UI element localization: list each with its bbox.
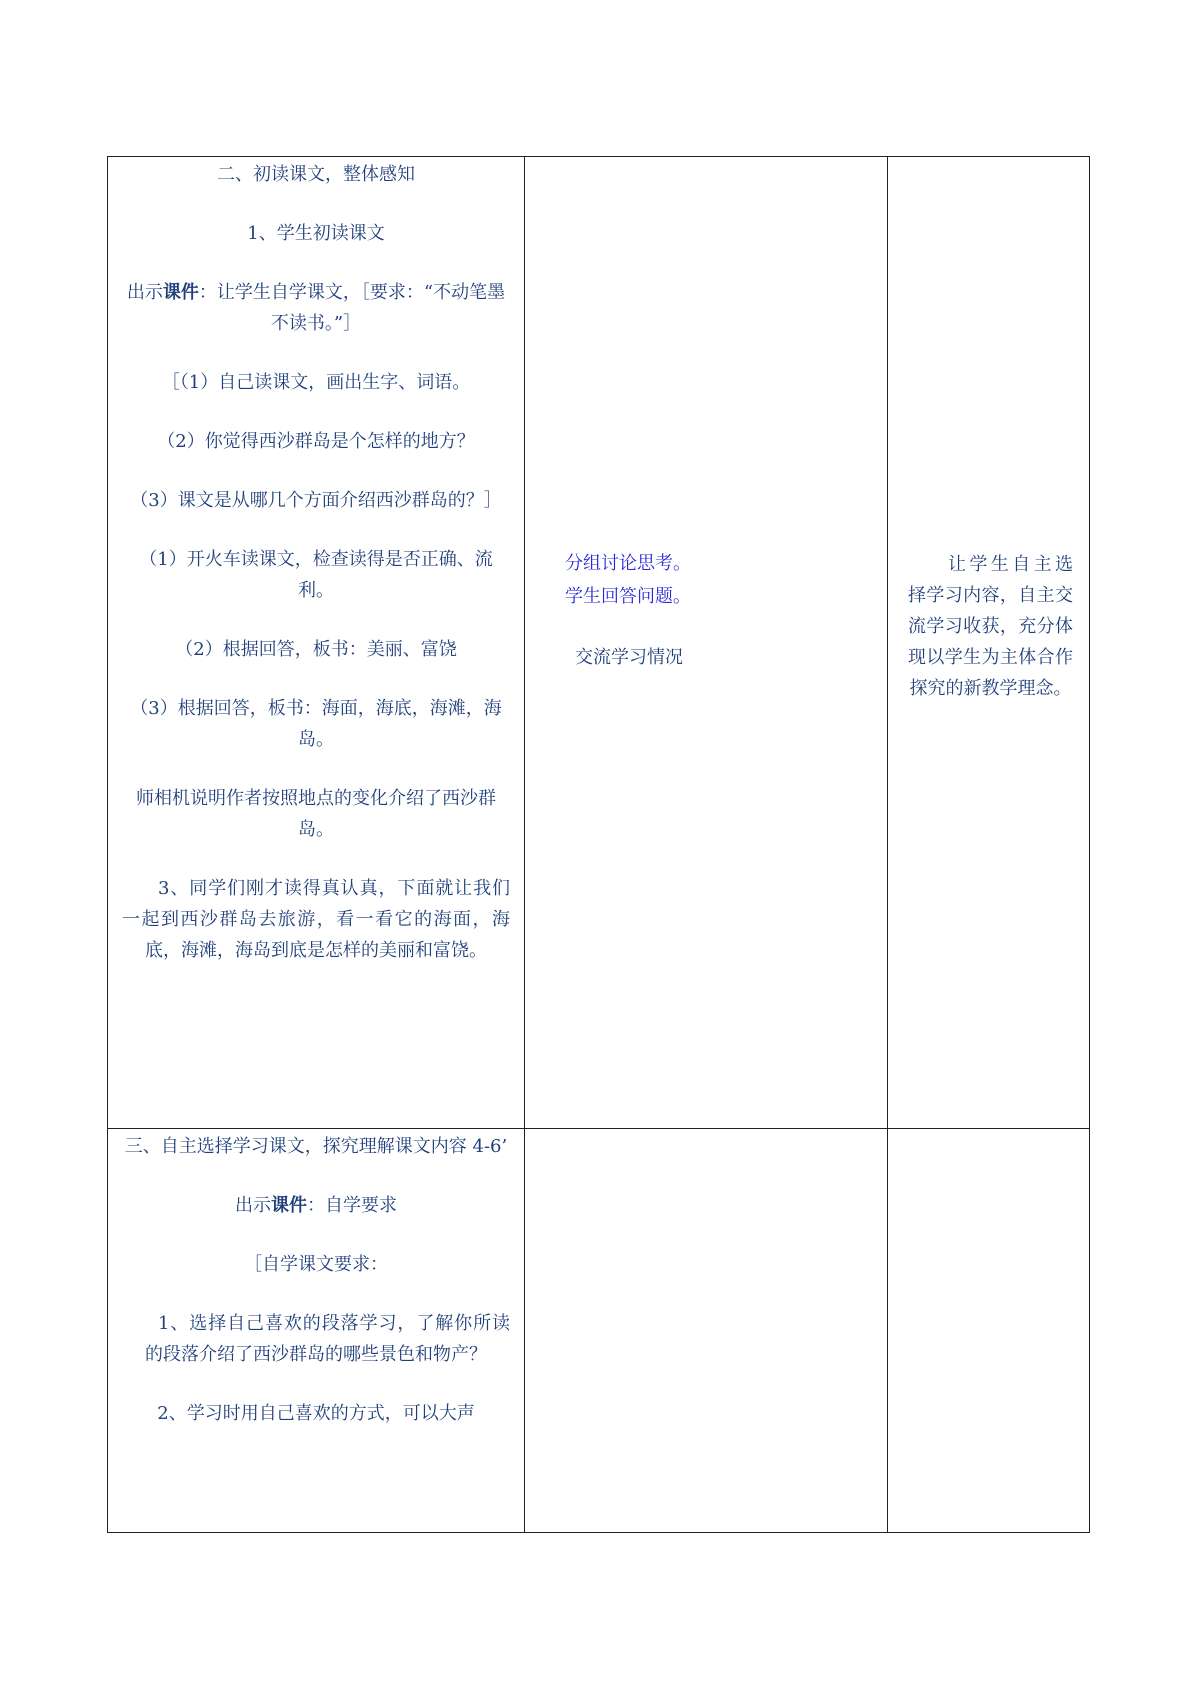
teaching-steps-cell [108, 157, 525, 1129]
courseware-text: ：让学生自学课文，［要求：“不动笔墨不读书。”］ [198, 282, 506, 334]
courseware-label: 课件 [271, 1195, 307, 1216]
student-activity-list [565, 547, 691, 674]
activity-line: 学生回答问题。 [565, 586, 691, 607]
courseware-text: ：自学要求 [307, 1195, 397, 1216]
activity-text: （1）开火车读课文，检查读得是否正确、流利。 [139, 549, 493, 601]
requirement-text: 2、学习时用自己喜欢的方式，可以大声 [157, 1403, 475, 1424]
requirement-text: ［自学课文要求： [244, 1254, 388, 1275]
courseware-instruction [122, 277, 510, 339]
requirement-text: 1、选择自己喜欢的段落学习，了解你所读的段落介绍了西沙群岛的哪些景色和物产？ [145, 1313, 510, 1365]
student-activity-cell [525, 157, 888, 1129]
requirement-text: （3）课文是从哪几个方面介绍西沙群岛的？］ [130, 490, 502, 511]
table-row [108, 1129, 1090, 1533]
step-text: 3、同学们刚才读得真认真，下面就让我们一起到西沙群岛去旅游，看一看它的海面，海底，海滩，海岛到底是怎样的美丽和富饶。 [122, 878, 510, 961]
activity-text: （3）根据回答，板书：海面，海底，海滩，海岛。 [130, 698, 502, 750]
lesson-plan-table [107, 156, 1090, 1533]
teaching-steps-cell [108, 1129, 525, 1533]
student-activity-cell [525, 1129, 888, 1533]
section-heading: 二、初读课文，整体感知 [217, 164, 415, 185]
activity-text: （2）根据回答，板书：美丽、富饶 [175, 639, 457, 660]
section-heading: 三、自主选择学习课文，探究理解课文内容 4-6’ [124, 1136, 508, 1157]
table-row [108, 157, 1090, 1129]
design-intent-text: 让学生自主选择学习内容，自主交流学习收获，充分体现以学生为主体合作探究的新教学理念。 [908, 554, 1073, 699]
courseware-label: 课件 [162, 282, 199, 303]
teacher-note: 师相机说明作者按照地点的变化介绍了西沙群岛。 [136, 788, 496, 840]
design-intent-cell [888, 157, 1090, 1129]
courseware-prefix: 出示 [126, 282, 163, 303]
design-intent-cell [888, 1129, 1090, 1533]
activity-line: 分组讨论思考。 [565, 553, 691, 574]
step-text: 1、学生初读课文 [247, 223, 385, 244]
courseware-prefix: 出示 [235, 1195, 271, 1216]
courseware-instruction [122, 1190, 510, 1221]
requirement-text: ［（1）自己读课文，画出生字、词语。 [161, 372, 471, 393]
requirement-text: （2）你觉得西沙群岛是个怎样的地方？ [157, 431, 475, 452]
activity-line: 交流学习情况 [575, 647, 683, 668]
